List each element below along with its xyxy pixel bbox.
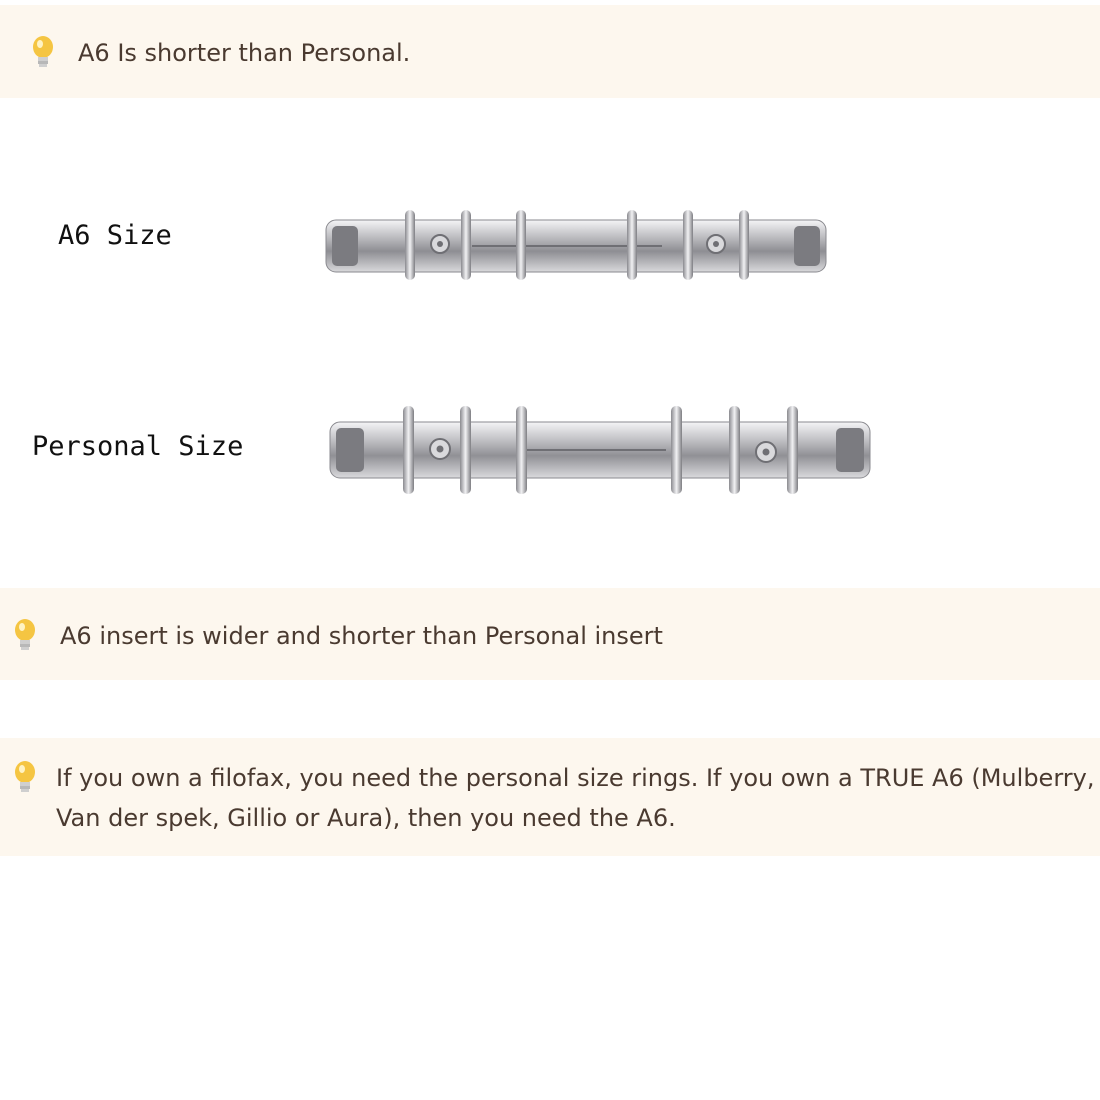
- lightbulb-icon: [10, 616, 40, 660]
- lightbulb-icon: [28, 33, 58, 77]
- info-note-3: [0, 738, 1100, 856]
- a6-size-label: A6 Size: [58, 220, 172, 251]
- note-text: A6 insert is wider and shorter than Personal insert: [60, 622, 663, 650]
- personal-ring-mechanism-image: [326, 404, 874, 496]
- note-text: A6 Is shorter than Personal.: [78, 39, 411, 67]
- lightbulb-icon: [10, 758, 40, 802]
- note-text: If you own a filofax, you need the personal size rings. If you own a TRUE A6 (Mulberry, Van der spek, Gillio or Aura), then you need the A6.: [56, 764, 1095, 832]
- info-note-2: [0, 588, 1100, 680]
- personal-size-label: Personal Size: [32, 431, 244, 462]
- info-note-1: [0, 5, 1100, 98]
- a6-ring-mechanism-image: [322, 208, 830, 284]
